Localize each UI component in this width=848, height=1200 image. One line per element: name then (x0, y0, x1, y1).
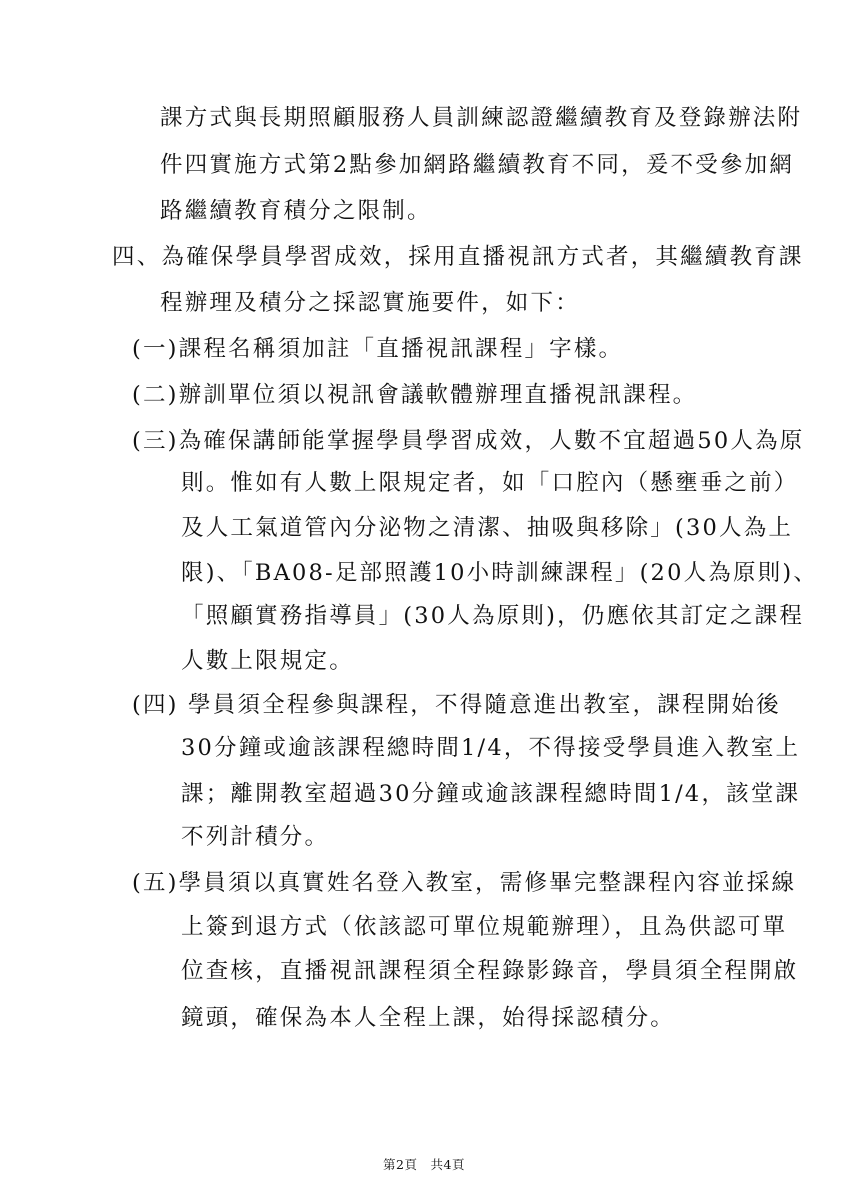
text-line: 則。惟如有人數上限規定者，如「口腔內（懸壅垂之前） (181, 470, 799, 496)
list-item-1: (一)課程名稱須加註「直播視訊課程」字樣。 (132, 336, 624, 362)
text-line: 人數上限規定。 (181, 648, 354, 674)
text-line: 「照顧實務指導員」(30人為原則)，仍應依其訂定之課程 (181, 603, 805, 629)
list-item-4: (四) 學員須全程參與課程，不得隨意進出教室，課程開始後 (132, 692, 781, 718)
page-number-footer: 第2頁 共4頁 (383, 1157, 465, 1172)
list-item-5: (五)學員須以真實姓名登入教室，需修畢完整課程內容並採線 (132, 870, 797, 896)
text-line: 上簽到退方式（依該認可單位規範辦理），且為供認可單 (181, 914, 788, 940)
text-line: 不列計積分。 (181, 824, 330, 850)
text-line: 鏡頭，確保為本人全程上課，始得採認積分。 (181, 1005, 676, 1031)
list-item-3: (三)為確保講師能掌握學員學習成效，人數不宜超過50人為原 (132, 428, 805, 454)
text-line: 限)、「BA08-足部照護10小時訓練課程」(20人為原則)、 (181, 560, 819, 586)
text-line: 課方式與長期照顧服務人員訓練認證繼續教育及登錄辦法附 (160, 105, 803, 131)
text-line: 件四實施方式第2點參加網路繼續教育不同，爰不受參加網 (160, 152, 795, 178)
text-line: 位查核，直播視訊課程須全程錄影錄音，學員須全程開啟 (181, 958, 799, 984)
text-line: 程辦理及積分之採認實施要件，如下： (160, 290, 580, 316)
text-line: 30分鐘或逾該課程總時間1/4，不得接受學員進入教室上 (181, 735, 801, 761)
list-item-2: (二)辦訓單位須以視訊會議軟體辦理直播視訊課程。 (132, 382, 698, 408)
text-line: 及人工氣道管內分泌物之清潔、抽吸與移除」(30人為上 (181, 515, 794, 541)
text-line: 課；離開教室超過30分鐘或逾該課程總時間1/4，該堂課 (181, 781, 801, 807)
text-line: 路繼續教育積分之限制。 (160, 198, 432, 224)
section-heading-4: 四、為確保學員學習成效，採用直播視訊方式者，其繼續教育課 (112, 244, 804, 270)
